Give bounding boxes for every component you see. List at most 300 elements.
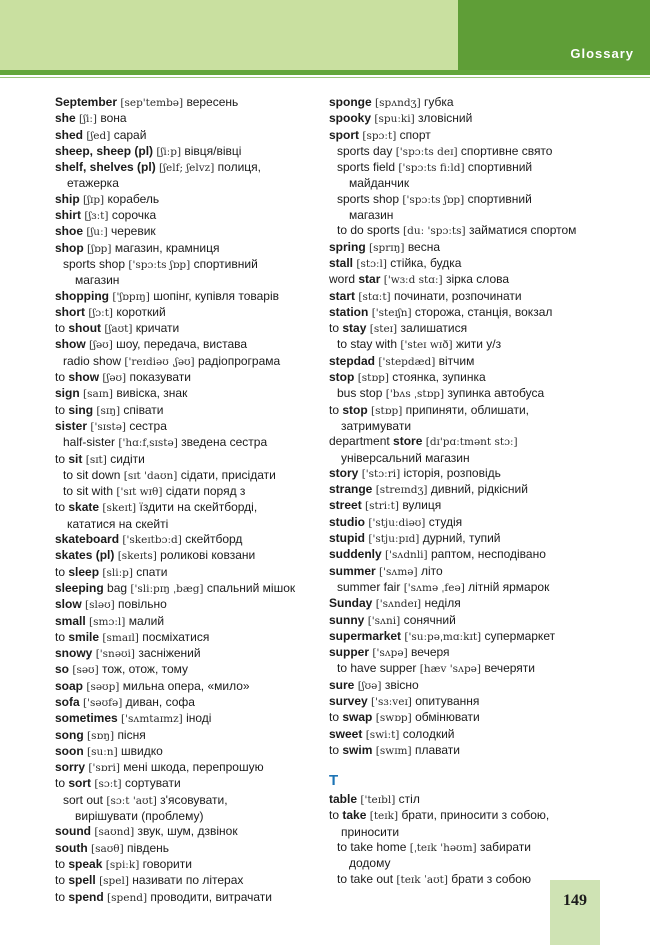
transcription: [saɪn] [83, 388, 113, 401]
transcription: [sɒŋ] [87, 729, 115, 742]
translation: забирати [479, 840, 532, 855]
glossary-entry-continuation [55, 176, 317, 191]
transcription: ['stjuːdiəʊ] [368, 516, 426, 529]
translation: неділя [424, 596, 461, 611]
transcription: [ʃɔːt] [88, 306, 114, 319]
translation: приносити [341, 824, 400, 839]
transcription: ['skeɪtbɔːd] [122, 534, 182, 547]
section-title: Glossary [570, 46, 634, 61]
glossary-entry [55, 711, 317, 727]
transcription: ['steɪ wɪð] [400, 339, 453, 352]
transcription: [saʊθ] [91, 842, 124, 855]
glossary-tab [458, 0, 650, 70]
translation: звук, шум, дзвінок [137, 824, 238, 839]
glossary-entry [55, 224, 317, 240]
translation: засніжений [138, 646, 201, 661]
headword: skates (pl) [55, 548, 115, 563]
glossary-entry [329, 289, 599, 305]
headword: station [329, 304, 369, 319]
transcription: [ʃəʊ] [89, 339, 113, 352]
glossary-entry [55, 354, 317, 370]
entry-prefix: to [55, 402, 66, 417]
transcription: ['sʌni] [367, 614, 401, 627]
glossary-entry-continuation [329, 856, 599, 871]
transcription: [teɪk] [369, 810, 399, 823]
headword: survey [329, 693, 368, 708]
transcription: [stɑːt] [358, 290, 391, 303]
glossary-entry-continuation [55, 517, 317, 532]
glossary-entry [55, 208, 317, 224]
headword: store [393, 434, 423, 449]
translation: малий [128, 613, 165, 628]
headword: sunny [329, 612, 365, 627]
translation: зупинка автобуса [447, 386, 545, 401]
headword: song [55, 727, 84, 742]
glossary-entry [329, 272, 599, 288]
headword: sister [55, 418, 88, 433]
entry-suffix: bag [107, 580, 128, 595]
transcription: ['sʌpə] [372, 647, 408, 660]
entry-prefix: to [329, 742, 340, 757]
transcription: ['ʃɒpɪŋ] [112, 290, 150, 303]
headword: sheep, sheep (pl) [55, 143, 154, 158]
headword: spooky [329, 111, 372, 126]
headword: shoe [55, 224, 84, 239]
translation: з'ясовувати, [160, 792, 228, 807]
header-stripe-thin [0, 77, 650, 78]
transcription: ['steɪʃn] [371, 306, 412, 319]
transcription: ['stjuːpɪd] [368, 533, 420, 546]
translation: швидко [121, 743, 163, 758]
glossary-entry [55, 857, 317, 873]
glossary-entry [55, 386, 317, 402]
glossary-entry [329, 678, 599, 694]
headword: sleeping [55, 580, 104, 595]
headword: sport [329, 127, 359, 142]
transcription: [sɔːt 'aʊt] [106, 794, 157, 807]
transcription: ['sʌdnli] [385, 549, 428, 562]
headword: strange [329, 482, 373, 497]
glossary-entry [329, 321, 599, 337]
glossary-entry [55, 484, 317, 500]
glossary-entry [329, 482, 599, 498]
translation: універсальний магазин [341, 450, 470, 465]
glossary-entry [329, 403, 599, 419]
translation: мені шкода, перепрошую [123, 760, 264, 775]
headword: stop [329, 370, 355, 385]
glossary-entry [55, 793, 317, 809]
headword: shopping [55, 288, 109, 303]
headword: ship [55, 191, 80, 206]
glossary-entry [55, 160, 317, 176]
glossary-entry [55, 289, 317, 305]
translation: кричати [135, 321, 180, 336]
transcription: ['səʊfə] [83, 696, 123, 709]
headword: sofa [55, 694, 80, 709]
headword: sound [55, 824, 91, 839]
entry-prefix: to [55, 873, 66, 888]
letter-heading-t: T [329, 772, 339, 790]
headword: soon [55, 743, 84, 758]
transcription: [ʃiːp] [156, 145, 182, 158]
transcription: [ʃəʊ] [102, 372, 127, 385]
translation: вівця/вівці [184, 143, 242, 158]
transcription: [səʊp] [86, 680, 120, 693]
transcription: [smɔːl] [89, 615, 126, 628]
transcription: ['sɪt wɪθ] [116, 486, 163, 499]
translation: стійка, будка [390, 255, 462, 270]
headword: sign [55, 386, 80, 401]
headword: studio [329, 514, 365, 529]
translation: сидіти [110, 451, 145, 466]
headword: she [55, 111, 76, 126]
headword: small [55, 613, 86, 628]
glossary-entry [55, 435, 317, 451]
transcription: [spʌndʒ] [375, 97, 421, 109]
transcription: [skeɪt] [102, 502, 137, 515]
translation: їздити на скейтборді, [139, 500, 258, 515]
transcription: [stɔːl] [356, 257, 387, 270]
glossary-entry [55, 95, 317, 111]
glossary-entry [329, 564, 599, 580]
transcription: ['hɑːfˌsɪstə] [118, 437, 178, 450]
transcription: [suːn] [87, 745, 118, 758]
transcription: [saʊnd] [94, 826, 135, 839]
glossary-entry [329, 305, 599, 321]
translation: спортивний [193, 256, 258, 271]
translation: солодкий [402, 726, 455, 741]
transcription: [swɪm] [375, 744, 412, 757]
translation: вечеря [411, 645, 450, 660]
translation: роликові ковзани [160, 548, 256, 563]
transcription: [swɒp] [375, 712, 412, 725]
glossary-entry [55, 662, 317, 678]
translation: плавати [414, 742, 460, 757]
translation: жити у/з [455, 337, 502, 352]
glossary-entry-continuation [329, 208, 599, 223]
translation: раптом, несподівано [430, 547, 546, 562]
glossary-entry [329, 337, 599, 353]
headword: stall [329, 255, 354, 270]
entry-prefix: bus stop [337, 386, 383, 401]
glossary-entry-continuation [329, 825, 599, 840]
transcription: [steɪ] [369, 323, 398, 336]
glossary-entry [329, 840, 599, 856]
headword: snowy [55, 646, 93, 661]
glossary-entry [55, 760, 317, 776]
translation: спортивний [467, 191, 532, 206]
translation: повільно [118, 597, 167, 612]
entry-prefix: to do sports [337, 223, 400, 238]
transcription: ['sʌmtaɪmz] [121, 713, 183, 726]
entry-prefix: to [55, 370, 66, 385]
transcription: [ʃɒp] [87, 242, 112, 255]
translation: співати [123, 402, 164, 417]
transcription: [spiːk] [105, 858, 140, 871]
glossary-entry-continuation [329, 176, 599, 191]
right-s-entries [329, 95, 599, 759]
glossary-entry [329, 580, 599, 596]
headword: speak [68, 856, 103, 871]
transcription: ['spɔːts ʃɒp] [402, 193, 465, 206]
translation: супермаркет [484, 628, 556, 643]
headword: story [329, 465, 359, 480]
entry-prefix: sports day [337, 143, 393, 158]
translation: спальний мішок [206, 580, 296, 595]
translation: сонячний [403, 612, 456, 627]
translation: показувати [129, 370, 191, 385]
entry-prefix: to have supper [337, 661, 417, 676]
entry-prefix: sort out [63, 792, 104, 807]
translation: спортивний [467, 160, 533, 175]
glossary-entry [55, 532, 317, 548]
glossary-entry [55, 337, 317, 353]
glossary-entry [329, 160, 599, 176]
entry-prefix: to sit down [63, 467, 121, 482]
headword: sorry [55, 760, 86, 775]
translation: спорт [399, 127, 431, 142]
entry-prefix: summer fair [337, 579, 401, 594]
headword: supper [329, 645, 370, 660]
headword: show [68, 370, 100, 385]
entry-prefix: to take home [337, 840, 407, 855]
transcription: ['sliːpɪŋ ˌbæg] [130, 582, 204, 595]
headword: sweet [329, 726, 363, 741]
translation: брати, приносити з собою, [401, 808, 550, 823]
headword: start [329, 288, 356, 303]
translation: затримувати [341, 418, 412, 433]
translation: вулиця [402, 498, 442, 513]
headword: soap [55, 678, 84, 693]
glossary-entry [55, 468, 317, 484]
transcription: [sprɪŋ] [369, 241, 405, 254]
translation: зловісний [418, 111, 473, 126]
transcription: [ˌteɪk 'həʊm] [409, 842, 477, 855]
entry-prefix: to sit with [63, 484, 114, 499]
transcription: [stɒp] [357, 372, 389, 385]
transcription: [sɔːt] [94, 778, 122, 791]
translation: вітчим [438, 353, 475, 368]
translation: залишатися [400, 321, 468, 336]
transcription: [duː 'spɔːts] [403, 225, 466, 238]
translation: зірка слова [445, 272, 510, 287]
translation: кататися на скейті [67, 516, 169, 531]
glossary-entry [55, 646, 317, 662]
transcription: ['stepdæd] [378, 355, 436, 368]
glossary-entry [55, 403, 317, 419]
transcription: ['sɒri] [88, 762, 120, 775]
glossary-entry [55, 144, 317, 160]
glossary-entry [329, 596, 599, 612]
translation: етажерка [67, 176, 119, 191]
headword: slow [55, 597, 82, 612]
glossary-entry-continuation [55, 273, 317, 288]
translation: посміхатися [142, 629, 210, 644]
entry-prefix: sports field [337, 160, 396, 175]
glossary-entry [329, 111, 599, 127]
transcription: ['sʌndeɪ] [375, 598, 422, 611]
headword: shop [55, 240, 84, 255]
translation: іноді [186, 711, 212, 726]
translation: пісня [117, 727, 146, 742]
glossary-entry [329, 792, 599, 808]
glossary-entry [55, 776, 317, 792]
translation: студія [428, 514, 463, 529]
transcription: ['suːpəˌmɑːkɪt] [404, 630, 482, 643]
glossary-entry [55, 419, 317, 435]
translation: вечеряти [484, 661, 536, 676]
transcription: ['stɔːri] [361, 467, 401, 480]
transcription: [teɪk ˈaʊt] [396, 873, 448, 886]
glossary-entry [329, 498, 599, 514]
entry-prefix: to take out [337, 871, 394, 886]
translation: південь [127, 840, 170, 855]
glossary-entry [329, 531, 599, 547]
glossary-entry [329, 144, 599, 160]
headword: sort [68, 776, 92, 791]
headword: summer [329, 563, 376, 578]
headword: so [55, 662, 70, 677]
headword: September [55, 95, 118, 109]
transcription: [spuːki] [374, 113, 415, 126]
glossary-entry [55, 679, 317, 695]
headword: supermarket [329, 628, 402, 643]
translation: спортивне свято [460, 143, 553, 158]
transcription: [spend] [107, 891, 148, 904]
entry-prefix: to [55, 856, 66, 871]
glossary-entry [329, 710, 599, 726]
translation: сторожа, станція, вокзал [414, 304, 553, 319]
transcription: [striːt] [365, 500, 399, 513]
translation: диван, софа [125, 694, 195, 709]
glossary-entry [55, 890, 317, 906]
glossary-entry [329, 192, 599, 208]
translation: сарай [113, 127, 147, 142]
glossary-entry [55, 241, 317, 257]
glossary-entry-continuation [55, 809, 317, 824]
transcription: [swiːt] [365, 728, 400, 741]
headword: stay [342, 321, 367, 336]
glossary-entry [329, 547, 599, 563]
translation: займатися спортом [468, 223, 577, 238]
translation: сестра [129, 418, 167, 433]
headword: skateboard [55, 532, 120, 547]
glossary-entry [329, 661, 599, 677]
translation: стоянка, зупинка [392, 370, 486, 385]
glossary-entry [55, 500, 317, 516]
transcription: ['sɪstə] [90, 420, 127, 433]
headword: shirt [55, 208, 82, 223]
headword: stop [342, 402, 368, 417]
glossary-entry [55, 744, 317, 760]
translation: історія, розповідь [403, 465, 501, 480]
glossary-entry [329, 629, 599, 645]
transcription: ['reɪdiəʊ ˌʃəʊ] [124, 355, 195, 368]
translation: шопінг, купівля товарів [153, 288, 280, 303]
transcription: [smaɪl] [102, 631, 139, 644]
translation: тож, отож, тому [102, 662, 189, 677]
header-stripe [0, 70, 650, 75]
glossary-entry [329, 515, 599, 531]
glossary-entry [55, 548, 317, 564]
transcription: [stɒp] [371, 404, 403, 417]
translation: обмінювати [415, 710, 480, 725]
entry-prefix: to [329, 321, 340, 336]
glossary-entry [55, 257, 317, 273]
transcription: [sɪt] [85, 453, 107, 466]
translation: стіл [398, 792, 420, 807]
transcription: [sliːp] [102, 566, 133, 579]
entry-prefix: to [55, 629, 66, 644]
headword: south [55, 840, 88, 855]
transcription: ['teɪbl] [360, 794, 396, 807]
glossary-entry [329, 370, 599, 386]
translation: мильна опера, «мило» [122, 678, 250, 693]
headword: sleep [68, 564, 100, 579]
translation: сідати, присідати [180, 467, 276, 482]
glossary-entry [55, 111, 317, 127]
headword: star [358, 272, 381, 287]
transcription: [sləʊ] [85, 599, 115, 612]
translation: магазин [75, 273, 120, 288]
transcription: [spel] [99, 875, 129, 888]
translation: дурний, тупий [422, 531, 501, 546]
entry-prefix: to stay with [337, 337, 398, 352]
glossary-entry [329, 694, 599, 710]
entry-prefix: department [329, 434, 390, 449]
translation: літній ярмарок [468, 579, 550, 594]
translation: спати [136, 564, 168, 579]
translation: називати по літерах [132, 873, 244, 888]
page-number-box [550, 880, 600, 945]
translation: літо [420, 563, 443, 578]
translation: сідати поряд з [165, 484, 246, 499]
translation: скейтборд [185, 532, 243, 547]
glossary-entry [329, 128, 599, 144]
glossary-entry [55, 128, 317, 144]
translation: сортувати [124, 776, 181, 791]
transcription: [streɪndʒ] [375, 484, 428, 497]
translation: губка [424, 95, 454, 109]
left-column [55, 95, 317, 906]
transcription: [sɪŋ] [96, 404, 121, 417]
translation: магазин [349, 208, 394, 223]
entry-prefix: to [55, 889, 66, 904]
glossary-entry [55, 581, 317, 597]
headword: suddenly [329, 547, 382, 562]
glossary-entry [329, 223, 599, 239]
headword: spend [68, 889, 104, 904]
right-t-entries [329, 792, 599, 888]
transcription: [sɪt 'daʊn] [123, 469, 178, 482]
translation: вирішувати (проблему) [75, 809, 204, 824]
glossary-entry [329, 386, 599, 402]
headword: sometimes [55, 711, 118, 726]
entry-prefix: radio show [63, 353, 122, 368]
glossary-entry [55, 565, 317, 581]
right-column [329, 95, 599, 888]
glossary-entry [55, 695, 317, 711]
glossary-entry [329, 256, 599, 272]
headword: smile [68, 629, 100, 644]
transcription: [sep'tembə] [120, 97, 184, 109]
translation: радіопрограма [198, 353, 281, 368]
glossary-entry [55, 614, 317, 630]
transcription: [səʊ] [72, 664, 99, 677]
headword: skate [68, 500, 100, 515]
headword: show [55, 337, 86, 352]
entry-prefix: to [329, 402, 340, 417]
